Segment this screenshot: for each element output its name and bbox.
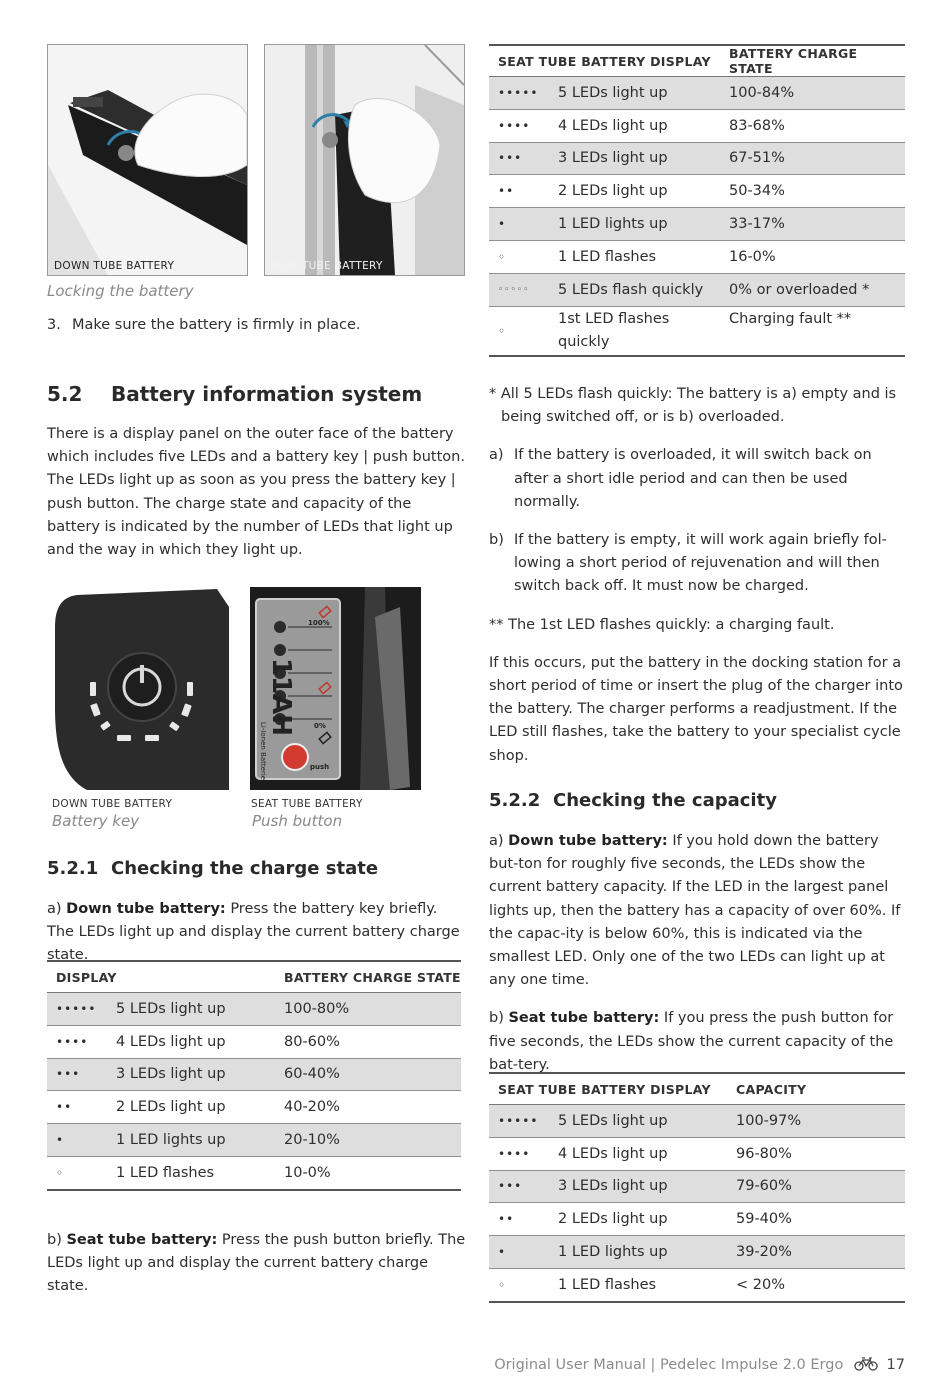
table-row <box>489 1236 905 1269</box>
item-text: If you press the push button for five seconds, the LEDs show the current capacity of the bat-tery. <box>489 1010 894 1073</box>
led-description: 1 LED lights up <box>549 1236 727 1269</box>
section-5-2-paragraph <box>47 423 467 577</box>
table-header: CAPACITY <box>727 1073 905 1105</box>
led-description: 5 LEDs light up <box>549 1105 727 1138</box>
led-description: 1 LED flashes <box>549 1268 727 1301</box>
led-table <box>489 44 905 357</box>
table-header: DISPLAY <box>47 961 275 993</box>
led-dots: •• <box>489 175 549 208</box>
led-description: 5 LEDs light up <box>549 77 720 110</box>
section-heading-5-2-1 <box>47 858 378 879</box>
section-number: 5.2.2 <box>489 790 541 811</box>
note-b <box>489 529 907 599</box>
charge-state: 100-84% <box>720 77 905 110</box>
capacity-value: 79-60% <box>727 1170 905 1203</box>
item-prefix: b) <box>489 532 504 549</box>
item-bold-lead: Down tube battery: <box>508 833 668 849</box>
table-row <box>489 240 905 273</box>
photo-battery-key <box>47 587 235 790</box>
item-text: If the battery is empty, it will work again briefly fol-lowing a short period of rejuvenation and will then switch back off. It must now be charged. <box>514 532 887 595</box>
item-bold-lead: Down tube battery: <box>66 901 226 917</box>
led-dots: ••• <box>489 142 549 175</box>
led-dots: ◦ <box>47 1156 107 1189</box>
section-title: Checking the charge state <box>111 858 379 879</box>
led-description: 5 LEDs light up <box>107 993 275 1026</box>
charge-state: 10-0% <box>275 1156 461 1189</box>
table-row <box>489 1137 905 1170</box>
led-description: 2 LEDs light up <box>549 175 720 208</box>
figure-caption: Battery key <box>52 812 140 830</box>
led-description: 3 LEDs light up <box>549 1170 727 1203</box>
led-table <box>489 1072 905 1303</box>
photo-label: DOWN TUBE BATTERY <box>52 798 173 810</box>
note-a <box>489 444 907 514</box>
step-number: 3. <box>47 317 61 333</box>
panel-label-0: 0% <box>314 722 326 730</box>
section-number: 5.2.1 <box>47 858 99 879</box>
charge-state: 60-40% <box>275 1058 461 1091</box>
page-footer <box>494 1357 905 1375</box>
table-row <box>489 273 905 306</box>
photo-label: SEAT TUBE BATTERY <box>251 798 363 810</box>
item-text: Press the push button briefly. The LEDs light up and display the current battery charge state. <box>47 1232 466 1295</box>
charge-state: 0% or overloaded * <box>720 273 905 306</box>
table-row <box>489 306 905 356</box>
page-number: 17 <box>886 1357 905 1373</box>
led-table <box>47 960 461 1191</box>
table-down-tube-charge <box>47 960 461 1191</box>
paragraph <box>47 1229 467 1299</box>
led-description: 3 LEDs light up <box>549 142 720 175</box>
led-dots: • <box>489 1236 549 1269</box>
capacity-value: 59-40% <box>727 1203 905 1236</box>
table-row <box>489 208 905 241</box>
section-title: Battery information system <box>111 382 423 406</box>
table-header: BATTERY CHARGE STATE <box>720 45 905 77</box>
led-dots: ••• <box>47 1058 107 1091</box>
item-bold-lead: Seat tube battery: <box>508 1010 660 1027</box>
item-text: Press the battery key briefly. The LEDs light up and display the current battery charge state. <box>47 901 460 964</box>
item-prefix: a) <box>489 447 504 464</box>
table-seat-tube-charge <box>489 44 905 357</box>
charge-state: Charging fault ** <box>720 306 905 356</box>
step-text: Make sure the battery is firmly in place. <box>72 317 361 333</box>
table-row <box>489 109 905 142</box>
battery-key-illustration <box>47 587 235 790</box>
table-row <box>489 1203 905 1236</box>
table-row <box>47 1091 461 1124</box>
panel-push-label: push <box>310 763 330 771</box>
led-dots: •• <box>47 1091 107 1124</box>
led-dots: • <box>47 1124 107 1157</box>
bicycle-icon <box>854 1357 878 1375</box>
charge-state: 16-0% <box>720 240 905 273</box>
led-description: 1st LED flashes quickly <box>549 306 720 356</box>
led-dots: ••• <box>489 1170 549 1203</box>
photo-label: DOWN TUBE BATTERY <box>54 260 175 272</box>
capacity-value: 96-80% <box>727 1137 905 1170</box>
led-description: 1 LED flashes <box>107 1156 275 1189</box>
item-bold-lead: Seat tube battery: <box>66 1232 218 1248</box>
charge-state: 20-10% <box>275 1124 461 1157</box>
paragraph <box>489 830 907 992</box>
table-row <box>489 175 905 208</box>
table-header: BATTERY CHARGE STATE <box>275 961 461 993</box>
figure-caption: Locking the battery <box>47 282 194 300</box>
led-description: 5 LEDs flash quickly <box>549 273 720 306</box>
seat-tube-locking-illustration <box>265 45 464 275</box>
charge-state: 100-80% <box>275 993 461 1026</box>
footer-text: Original User Manual | Pedelec Impulse 2.0 Ergo <box>494 1357 844 1373</box>
photo-seat-tube-locking <box>264 44 465 276</box>
led-description: 4 LEDs light up <box>107 1025 275 1058</box>
charge-state: 67-51% <box>720 142 905 175</box>
table-capacity <box>489 1072 905 1303</box>
item-prefix: a) <box>489 833 504 849</box>
led-description: 4 LEDs light up <box>549 1137 727 1170</box>
panel-brand: Li-Ionen Batterie <box>259 721 268 781</box>
table-header: SEAT TUBE BATTERY DISPLAY <box>489 45 720 77</box>
section-heading-5-2-2 <box>489 790 777 811</box>
table-row <box>489 1105 905 1138</box>
photo-label: SEAT TUBE BATTERY <box>271 260 383 272</box>
paragraph: If this occurs, put the battery in the docking station for a short period of time or insert the plug of the charger into the battery. The charger performs a readjustment. If the LED still flashes, take the battery to your specialist cycle shop. <box>489 654 903 764</box>
capacity-value: < 20% <box>727 1268 905 1301</box>
paragraph <box>47 898 467 968</box>
paragraph <box>489 1007 907 1077</box>
led-dots: •••• <box>47 1025 107 1058</box>
led-description: 3 LEDs light up <box>107 1058 275 1091</box>
section-heading-5-2 <box>47 382 422 406</box>
led-dots: ◦ <box>489 306 549 356</box>
led-description: 2 LEDs light up <box>107 1091 275 1124</box>
table-row <box>47 1124 461 1157</box>
led-description: 1 LED lights up <box>107 1124 275 1157</box>
led-description: 1 LED lights up <box>549 208 720 241</box>
led-dots: ◦◦◦◦◦ <box>489 273 549 306</box>
photo-push-button <box>250 587 421 790</box>
down-tube-locking-illustration <box>48 45 247 275</box>
led-dots: ◦ <box>489 240 549 273</box>
item-text: If the battery is overloaded, it will switch back on after a short idle period and can then be used normally. <box>514 447 872 510</box>
led-description: 4 LEDs light up <box>549 109 720 142</box>
table-row <box>489 1170 905 1203</box>
charge-state: 50-34% <box>720 175 905 208</box>
table-notes <box>489 383 907 783</box>
charge-state: 33-17% <box>720 208 905 241</box>
item-prefix: a) <box>47 901 62 917</box>
led-description: 2 LEDs light up <box>549 1203 727 1236</box>
panel-label-100: 100% <box>308 619 330 627</box>
table-row <box>489 77 905 110</box>
paragraph: There is a display panel on the outer face of the battery which includes five LEDs and a battery key | push button. The LEDs light up as soon as you press the battery key | push button. The charge state and capacity of the battery is indicated by the number of LEDs that light up and the way in which they light up. <box>47 426 465 559</box>
capacity-value: 39-20% <box>727 1236 905 1269</box>
table-row <box>47 993 461 1026</box>
table-row <box>47 1058 461 1091</box>
table-row <box>489 142 905 175</box>
item-prefix: b) <box>47 1232 62 1248</box>
led-dots: ••••• <box>489 77 549 110</box>
section-5-2-1-para-b <box>47 1229 467 1314</box>
item-prefix: b) <box>489 1010 504 1027</box>
figure-caption: Push button <box>252 812 343 830</box>
footnote-1: * All 5 LEDs flash quickly: The battery is a) empty and is being switched off, or is b) overloaded. <box>489 386 897 426</box>
table-row <box>47 1156 461 1189</box>
led-dots: • <box>489 208 549 241</box>
charge-state: 80-60% <box>275 1025 461 1058</box>
section-number: 5.2 <box>47 382 83 406</box>
table-header: SEAT TUBE BATTERY DISPLAY <box>489 1073 727 1105</box>
charge-state: 83-68% <box>720 109 905 142</box>
section-5-2-2-paragraphs <box>489 830 907 1092</box>
led-dots: ◦ <box>489 1268 549 1301</box>
footnote-2: ** The 1st LED flashes quickly: a charging fault. <box>489 616 835 633</box>
led-dots: •• <box>489 1203 549 1236</box>
led-dots: ••••• <box>489 1105 549 1138</box>
step-3 <box>47 314 467 337</box>
photo-down-tube-locking <box>47 44 248 276</box>
led-dots: •••• <box>489 1137 549 1170</box>
panel-capacity: 11AH <box>266 657 297 737</box>
table-row <box>489 1268 905 1301</box>
led-description: 1 LED flashes <box>549 240 720 273</box>
capacity-value: 100-97% <box>727 1105 905 1138</box>
table-row <box>47 1025 461 1058</box>
section-title: Checking the capacity <box>553 790 777 811</box>
charge-state: 40-20% <box>275 1091 461 1124</box>
led-dots: •••• <box>489 109 549 142</box>
led-dots: ••••• <box>47 993 107 1026</box>
item-text: If you hold down the battery but-ton for roughly five seconds, the LEDs show the current battery capacity. If the LED in the largest panel lights up, then the battery has a capacity of over 60%. If the capac-ity is below 60%, this is indicated via the smallest LED. Only one of the two LEDs can light up at any one time. <box>489 833 901 989</box>
